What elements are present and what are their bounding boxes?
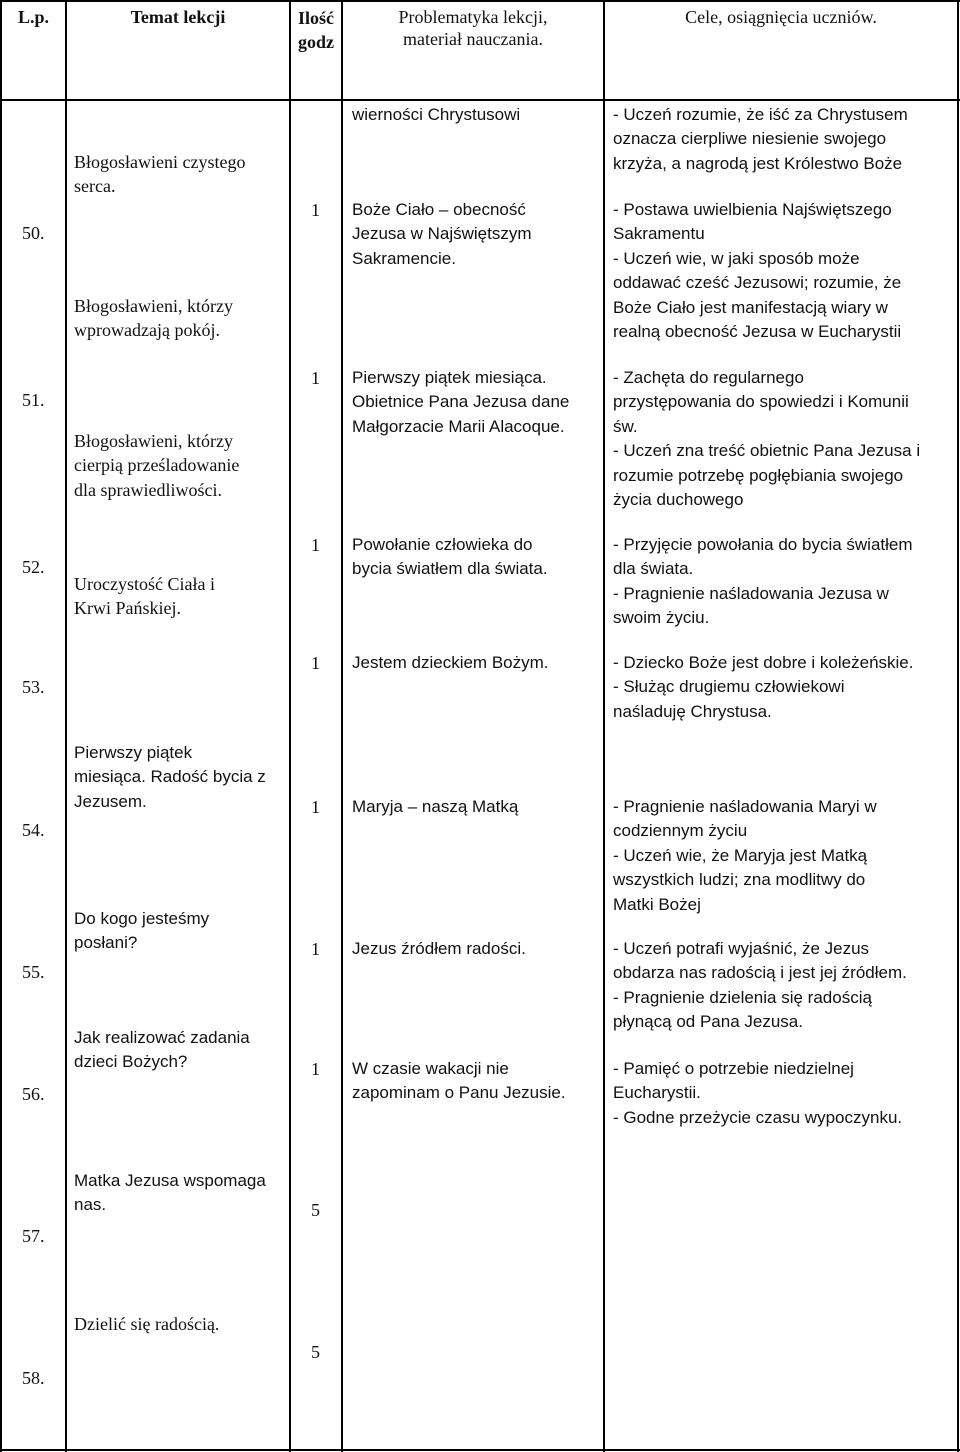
hours-cell: 1 (311, 535, 320, 555)
problem-cell: Maryja – naszą Matką (352, 797, 519, 816)
hours-cell: 1 (311, 797, 320, 817)
table-border-left (0, 0, 2, 1452)
topic-cell: Uroczystość Ciała i Krwi Pańskiej. (74, 574, 215, 619)
goal-cell: - Postawa uwielbienia Najświętszego Sakramentu - Uczeń wie, w jaki sposób może oddawać cześć Jezusowi; rozumie, że Boże Ciało jest manifestacją wiary w realną obecność Jezusa w Eucharystii (613, 200, 902, 342)
row-number: 53. (22, 677, 45, 697)
goal-cell: - Dziecko Boże jest dobre i koleżeńskie. - Służąc drugiemu człowiekowi naśladuję Chrystusa. (613, 653, 914, 721)
goal-cell: - Przyjęcie powołania do bycia światłem dla świata. - Pragnienie naśladowania Jezusa w swoim życiu. (613, 535, 913, 628)
hours-cell: 1 (311, 939, 320, 959)
table-border-top (0, 0, 960, 2)
row-number: 52. (22, 557, 45, 577)
table-border-right (957, 0, 959, 1452)
column-divider (65, 0, 67, 1452)
goal-cell: - Uczeń rozumie, że iść za Chrystusem oznacza cierpliwe niesienie swojego krzyża, a nagrodą jest Królestwo Boże (613, 105, 908, 173)
topic-cell: Do kogo jesteśmy posłani? (74, 909, 210, 953)
hours-cell: 1 (311, 1059, 320, 1079)
problem-cell: Powołanie człowieka do bycia światłem dla świata. (352, 535, 548, 579)
header-goals: Cele, osiągnięcia uczniów. (685, 7, 877, 27)
hours-cell: 1 (311, 368, 320, 388)
column-divider (289, 0, 291, 1452)
row-number: 57. (22, 1226, 45, 1246)
row-number: 56. (22, 1084, 45, 1104)
goal-cell: - Zachęta do regularnego przystępowania do spowiedzi i Komunii św. - Uczeń zna treść obietnic Pana Jezusa i rozumie potrzebę pogłębiania swojego życia duchowego (613, 368, 921, 510)
column-divider (341, 0, 343, 1452)
topic-cell: Pierwszy piątek miesiąca. Radość bycia z Jezusem. (74, 743, 266, 811)
topic-cell: Błogosławieni czystego serca. (74, 152, 246, 197)
problem-cell: W czasie wakacji nie zapominam o Panu Jezusie. (352, 1059, 566, 1103)
table-border-bottom (0, 1449, 960, 1451)
problem-cell: Boże Ciało – obecność Jezusa w Najświętszym Sakramencie. (352, 200, 532, 268)
row-number: 50. (22, 223, 45, 243)
header-divider (0, 99, 960, 101)
topic-cell: Jak realizować zadania dzieci Bożych? (74, 1028, 250, 1072)
hours-cell: 1 (311, 653, 320, 673)
row-number: 51. (22, 390, 45, 410)
topic-cell: Dzielić się radością. (74, 1314, 220, 1334)
column-divider (603, 0, 605, 1452)
header-topic: Temat lekcji (130, 7, 226, 27)
row-number: 58. (22, 1368, 45, 1388)
row-number: 54. (22, 820, 45, 840)
goal-cell: - Uczeń potrafi wyjaśnić, że Jezus obdarza nas radością i jest jej źródłem. - Pragnienie dzielenia się radością płynącą od Pana Jezusa. (613, 939, 907, 1032)
topic-cell: Błogosławieni, którzy wprowadzają pokój. (74, 296, 233, 341)
goal-cell: - Pragnienie naśladowania Maryi w codziennym życiu - Uczeń wie, że Maryja jest Matką wszystkich ludzi; zna modlitwy do Matki Bożej (613, 797, 877, 914)
header-hours: Ilość godz (298, 8, 334, 52)
header-problems: Problematyka lekcji, materiał nauczania. (398, 7, 548, 49)
problem-cell: Jezus źródłem radości. (352, 939, 526, 958)
topic-cell: Błogosławieni, którzy cierpią prześladowanie dla sprawiedliwości. (74, 431, 240, 500)
row-number: 55. (22, 962, 45, 982)
problem-cell: wierności Chrystusowi (352, 105, 521, 124)
header-lp: L.p. (17, 7, 50, 27)
goal-cell: - Pamięć o potrzebie niedzielnej Eucharystii. - Godne przeżycie czasu wypoczynku. (613, 1059, 903, 1127)
hours-cell: 1 (311, 200, 320, 220)
problem-cell: Pierwszy piątek miesiąca. Obietnice Pana Jezusa dane Małgorzacie Marii Alacoque. (352, 368, 570, 436)
hours-cell: 5 (311, 1200, 320, 1220)
problem-cell: Jestem dzieckiem Bożym. (352, 653, 549, 672)
hours-cell: 5 (311, 1342, 320, 1362)
topic-cell: Matka Jezusa wspomaga nas. (74, 1171, 266, 1215)
